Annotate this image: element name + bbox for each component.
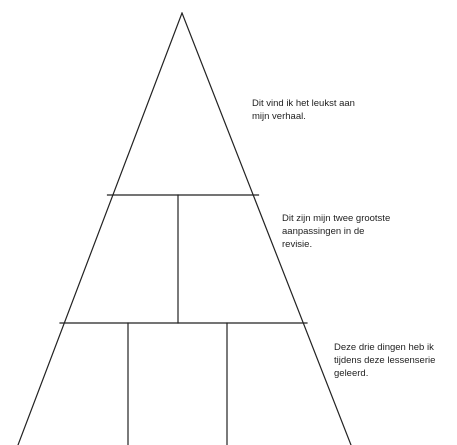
annotation-bottom-level (334, 341, 435, 380)
annotation-line: Dit vind ik het leukst aan (252, 98, 355, 109)
annotation-middle-level (282, 212, 390, 251)
annotation-line: revisie. (282, 239, 313, 250)
pyramid-left-edge (18, 13, 182, 445)
annotation-line: mijn verhaal. (252, 111, 306, 122)
annotation-line: Dit zijn mijn twee grootste (282, 213, 391, 224)
annotation-line: tijdens deze lessenserie (334, 355, 436, 366)
annotation-top-level (252, 97, 355, 123)
annotation-line: aanpassingen in de (282, 226, 365, 237)
annotation-line: geleerd. (334, 368, 369, 379)
annotation-line: Deze drie dingen heb ik (334, 342, 434, 353)
